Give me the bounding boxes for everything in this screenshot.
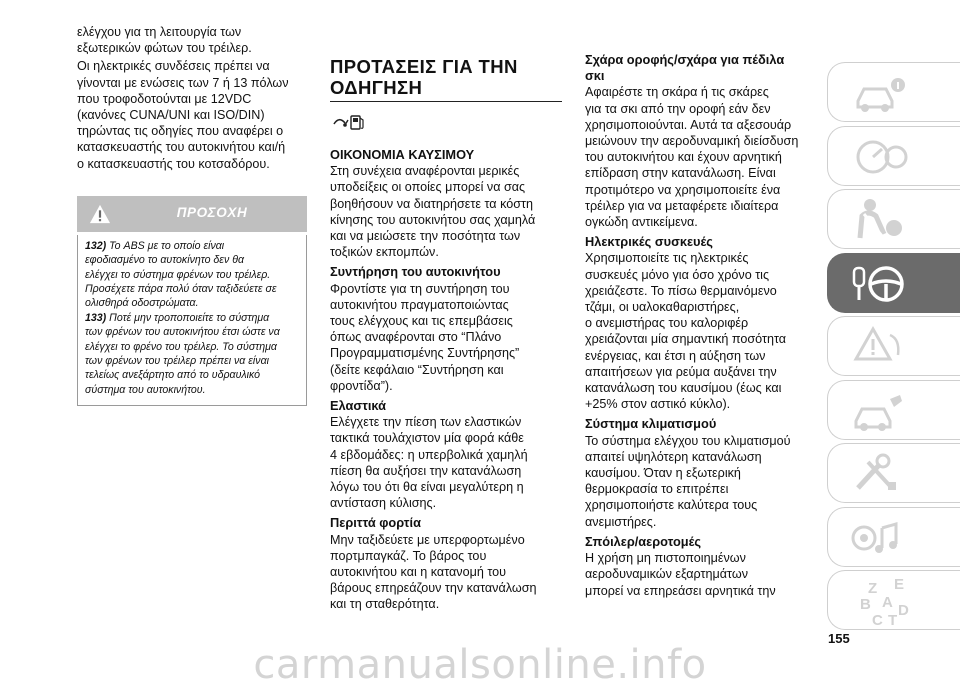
text-line: βοηθήσουν να διατηρήσετε τα κόστη [330,196,533,211]
index-letters-icon [828,571,928,629]
middle-sections [330,147,562,613]
text-line: Οι ηλεκτρικές συνδέσεις πρέπει να [77,59,270,74]
text-line: Η χρήση μη πιστοποιημένων [585,551,746,566]
text-line: ογκώδη αντικείμενα. [585,215,698,230]
section-paragraph [330,414,562,511]
multimedia-icon [828,508,928,566]
section-heading: Ελαστικά [330,398,386,414]
text-line: Προσέχετε πάρα πολύ όταν ταξιδεύετε σε [85,283,277,296]
section-heading [585,416,817,432]
car-info-icon [828,63,928,121]
chapter-tab-car-info[interactable] [827,62,960,122]
warning-triangle-icon [828,317,928,375]
text-line: σκι [585,68,605,84]
right-sections [585,52,817,599]
svg-text:E: E [894,576,905,593]
svg-text:A: A [882,594,893,611]
chapter-tab-seatbelt-safety[interactable] [827,189,960,249]
text-line: προτιμότερο να χρησιμοποιείτε ένα [585,182,781,197]
chapter-tab-index-letters[interactable] [827,570,960,630]
intro-paragraph [77,24,307,172]
text-line: και να μειώσετε την ποσότητα των [330,229,521,244]
warning-note-2 [85,311,300,397]
text-line: ολισθηρά οδοστρώματα. [85,297,199,310]
text-line: Το ABS με το οποίο είναι [109,239,225,252]
paragraph [77,58,307,171]
fuel-economy-icon [332,112,366,132]
text-line: τρέιλερ για να μεταφέρετε ιδιαίτερα [585,198,779,213]
chapter-tab-multimedia[interactable] [827,507,960,567]
text-line: τηρώντας τις οδηγίες που αναφέρει ο [77,124,284,139]
warning-box [77,196,307,406]
text-line: ελέγχει το σύστημα φρένων του τρέιλερ. [85,268,271,281]
svg-text:C: C [872,612,883,629]
text-line: τζάμι, οι υαλοκαθαριστήρες, [585,300,740,315]
page-number: 155 [828,631,850,646]
note-number: 132) [85,239,107,252]
warning-note-1 [85,239,300,311]
text-line: ο ανεμιστήρας του καλοριφέρ [585,316,749,331]
note-text [85,312,280,396]
section-heading: Συντήρηση του αυτοκινήτου [330,264,501,280]
text-line: επίδραση στην κατανάλωση. Είναι [585,166,776,181]
warning-title: ΠΡΟΣΟΧΗ [176,204,248,220]
text-line: αυτοκινήτου πραγματοποιώντας [330,297,509,312]
text-line: ελέγχου για τη λειτουργία των [77,25,242,39]
text-line: κίνησης του αυτοκινήτου σας χαμηλά [330,212,536,227]
text-line: 4 εβδομάδες: η υπερβολικά χαμηλή [330,447,528,462]
section-paragraph [585,433,817,530]
text-line: Στη συνέχεια αναφέρονται μερικές [330,164,520,179]
text-line: αντίσταση κύλισης. [330,496,437,511]
text-line: (κανόνες CUNA/UNI και ISO/DIN) [77,108,265,123]
watermark: carmanualsonline.info [253,642,707,688]
title-line: ΠΡΟΤΑΣΕΙΣ ΓΙΑ ΤΗΝ [330,56,518,77]
text-line: Ποτέ μην τροποποιείτε το σύστημα [109,311,270,324]
text-line: και τη σταθερότητα. [330,597,440,612]
section-paragraph [585,550,817,599]
chapter-tab-dashboard-gauge[interactable] [827,126,960,186]
note-text [85,240,277,310]
text-line: (δείτε κεφάλαιο “Συντήρηση και [330,362,504,377]
text-line: χρησιμοποιήστε καλύτερα τους [585,498,758,513]
section-heading: ΟΙΚΟΝΟΜΙΑ ΚΑΥΣΙΜΟΥ [330,147,475,162]
text-line: καυσίμου. Όταν η εξωτερική [585,466,741,481]
text-line: τους ελέγχους και τις επεμβάσεις [330,314,513,329]
text-line: Προγραμματισμένης Συντήρησης” [330,346,520,361]
text-line: +25% στον αστικό κύκλο). [585,397,731,412]
text-line: μειώνουν την αεροδυναμική διείσδυση [585,134,799,149]
text-line: τακτικά τουλάχιστον μία φορά κάθε [330,431,524,446]
section-heading [585,534,817,550]
svg-text:B: B [860,596,871,613]
text-line: Αφαιρέστε τη σκάρα ή τις σκάρες [585,85,769,100]
text-line: τοξικών εκπομπών. [330,245,439,260]
section-paragraph [330,532,562,613]
text-line: συσκευές μόνο για όσο χρόνο τις [585,267,770,282]
text-line: ο κατασκευαστής του κοτσαδόρου. [77,156,270,171]
text-line: των φρένων του τρέιλερ πρέπει να είναι [85,355,269,368]
text-line: μπορεί να επηρεάσει αρνητικά την [585,583,776,598]
text-line: Φροντίστε για τη συντήρηση του [330,281,510,296]
text-line: ανεμιστήρες. [585,514,657,529]
section-title [330,56,562,98]
text-line: πορτμπαγκάζ. Το βάρος του [330,548,487,563]
text-line: που τροφοδοτούνται με 12VDC [77,91,252,106]
text-line: χρησιμοποιούνται. Αυτά τα αξεσουάρ [585,117,792,132]
section-paragraph [585,84,817,230]
tools-icon [828,444,928,502]
column-middle [330,56,562,615]
text-line: αεροδυναμικών εξαρτημάτων [585,567,748,582]
text-line: τελείως ανεξάρτητο από το υδραυλικό [85,369,261,382]
column-left [77,24,307,406]
text-line: χρειάζονται μία σημαντική ποσότητα [585,332,787,347]
chapter-tab-car-maintenance[interactable] [827,380,960,440]
column-right [585,52,817,601]
text-line: γίνονται με ενώσεις των 7 ή 13 πόλων [77,75,289,90]
section-paragraph [330,281,562,394]
warning-body [77,235,307,406]
text-line: υποδείξεις οι οποίες μπορεί να σας [330,180,526,195]
text-line: του αυτοκινήτου και έχουν αρνητική [585,150,782,165]
note-number: 133) [85,311,107,324]
text-line: Σχάρα οροφής/σχάρα για πέδιλα [585,52,785,67]
text-line: των φρένων του αυτοκινήτου έτσι ώστε να [85,326,280,339]
text-line: Ελέγχετε την πίεση των ελαστικών [330,415,522,430]
text-line: όπως αναφέρονται στο “Πλάνο [330,330,502,345]
text-line: κατανάλωση του καυσίμου (έως και [585,381,782,396]
svg-text:Z: Z [868,580,878,597]
text-line: ελέγχει το φρένο του τρέιλερ. Το σύστημα [85,340,277,353]
text-line: ενέργειας, και έτσι η αύξηση των [585,348,766,363]
text-line: αυτοκινήτου και η κατανομή του [330,565,507,580]
text-line: για τα σκι από την οροφή εάν δεν [585,101,771,116]
text-line: θερμοκρασία το επιτρέπει [585,482,729,497]
car-maintenance-icon [828,381,928,439]
text-line: βάρους επηρεάζουν την κατανάλωση [330,581,537,596]
title-line: ΟΔΗΓΗΣΗ [330,77,423,98]
text-line: Χρησιμοποιείτε τις ηλεκτρικές [585,251,749,266]
text-line: σύστημα του αυτοκινήτου. [85,383,206,396]
text-line: απαιτεί υψηλότερη κατανάλωση [585,449,762,464]
section-paragraph [585,250,817,412]
text-line: πίεση θα αυξήσει την κατανάλωση [330,463,522,478]
text-line: εφοδιασμένο το αυτοκίνητο δεν θα [85,254,244,267]
text-line: Σπόιλερ/αεροτομές [585,533,702,549]
title-rule [330,101,562,102]
text-line: Μην ταξιδεύετε με υπερφορτωμένο [330,532,525,547]
paragraph [77,24,307,56]
section-heading [585,234,817,250]
text-line: απαιτήσεων για ρεύμα αυξάνει την [585,364,777,379]
text-line: φροντίδα”). [330,378,393,393]
section-heading: Περιττά φορτία [330,515,421,531]
text-line: εξωτερικών φώτων του τρέιλερ. [77,41,252,56]
key-steering-wheel-icon [828,254,928,312]
seatbelt-safety-icon [828,190,928,248]
svg-text:D: D [898,602,909,619]
text-line: λόγω του ότι θα είναι μεγαλύτερη η [330,480,524,495]
text-line: χρειάζεστε. Το πίσω θερμαινόμενο [585,283,777,298]
warning-header [77,196,307,232]
text-line: Σύστημα κλιματισμού [585,416,717,432]
chapter-tab-key-steering-wheel[interactable] [827,253,960,313]
chapter-tab-warning-triangle[interactable] [827,316,960,376]
text-line: Ηλεκτρικές συσκευές [585,234,713,250]
section-heading [585,52,817,84]
section-paragraph [330,163,562,260]
text-line: Το σύστημα ελέγχου του κλιματισμού [585,433,791,448]
svg-text:T: T [888,612,898,629]
text-line: κατασκευαστής του αυτοκινήτου και/ή [77,140,286,155]
dashboard-gauge-icon [828,127,928,185]
chapter-tab-tools[interactable] [827,443,960,503]
